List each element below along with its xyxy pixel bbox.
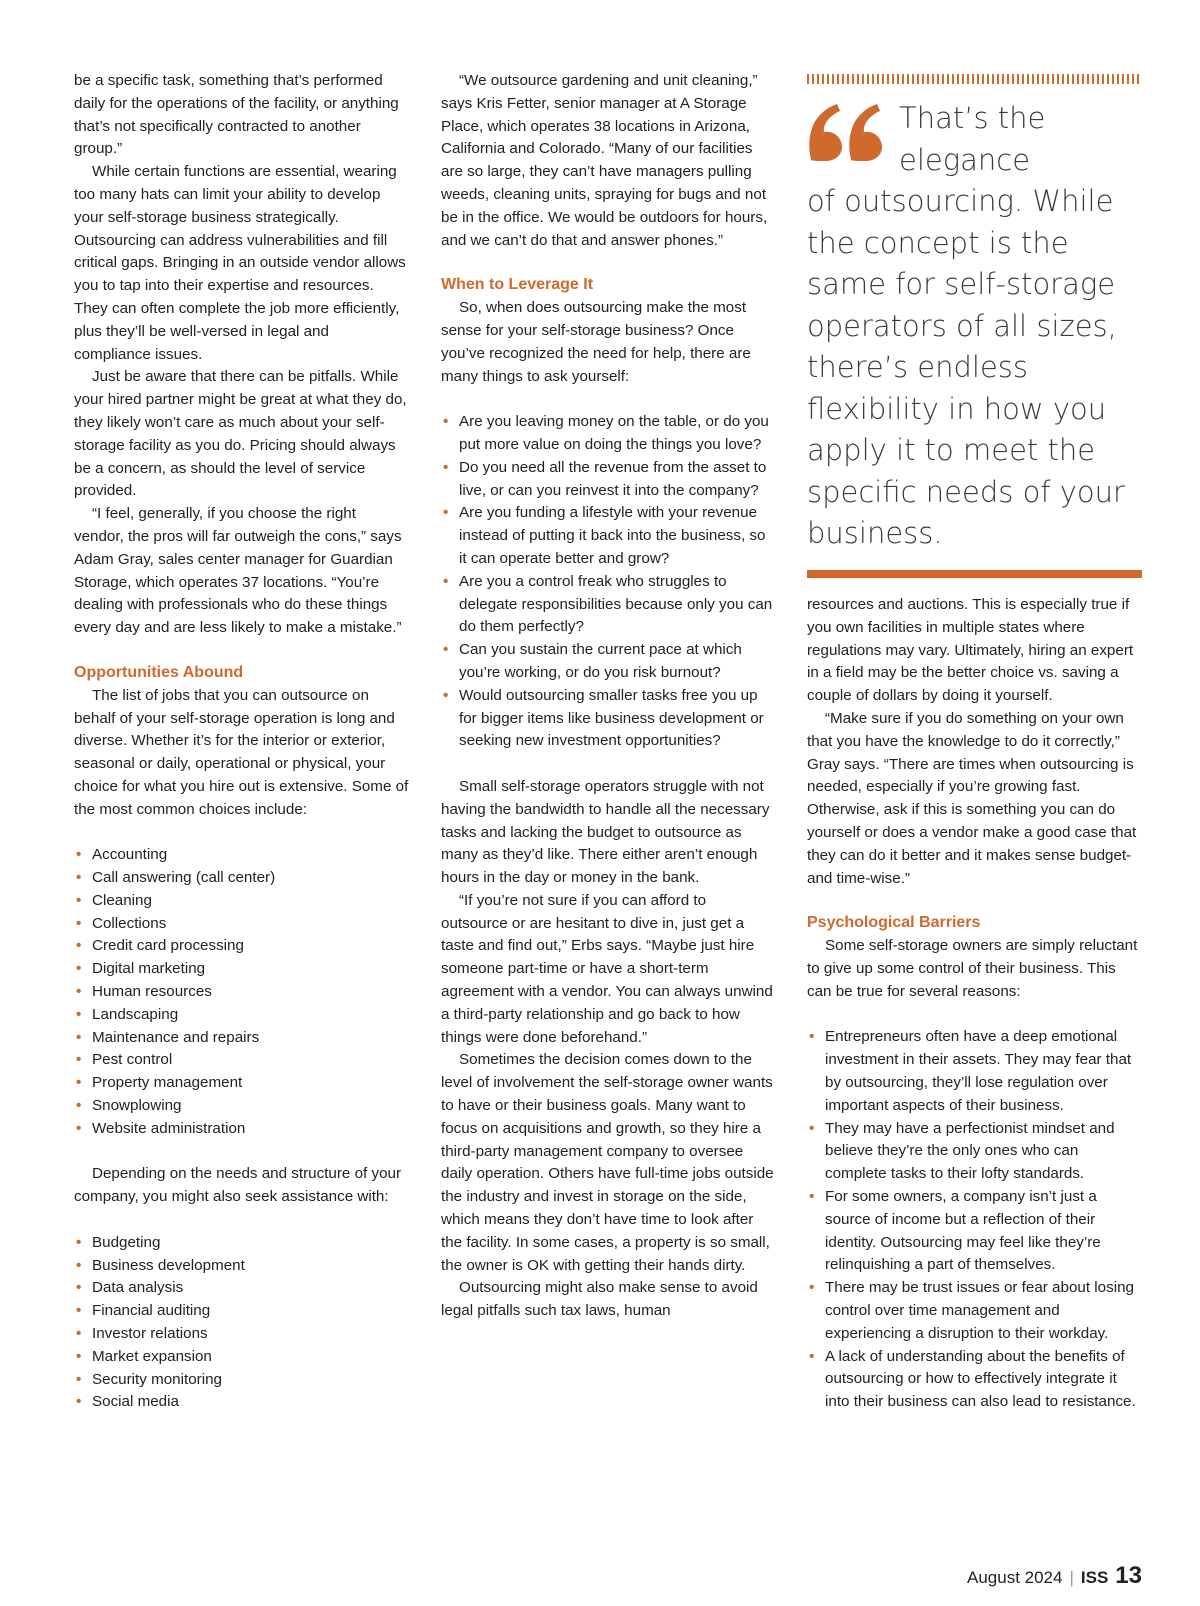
list-item [74, 1027, 409, 1050]
bullet-icon: • [809, 1119, 815, 1137]
list-item-text: Can you sustain the current pace at which you’re working, or do you risk burnout? [459, 641, 742, 681]
list-item-text: Digital marketing [92, 960, 206, 978]
paragraph: The list of jobs that you can outsource on behalf of your self-storage operation is long and diverse. Whether it’s for the interior or exterior, seasonal or daily, operational or physical, your choice for what you hire out is extensive. Some of the most common choices include: [74, 686, 409, 818]
list-item [441, 639, 776, 685]
paragraph: While certain functions are essential, wearing too many hats can limit your ability to develop your self-storage business strategically. Outsourcing can address vulnerabilities and fill critical gaps. Bringing in an outside vendor allows you to tap into their expertise and resources. They can often complete the job more efficiently, plus they’ll be well-versed in legal and compliance issues. [74, 163, 406, 363]
pull-quote-text [807, 98, 1147, 555]
bullet-icon: • [809, 1028, 815, 1046]
list-item [74, 1004, 409, 1027]
column-2 [441, 70, 776, 1323]
bullet-icon: • [76, 983, 82, 1001]
section-heading-psychological: Psychological Barriers [807, 914, 981, 932]
section-heading-opportunities: Opportunities Abound [74, 663, 244, 681]
list-item-text: Collections [92, 914, 167, 932]
list-item-text: Would outsourcing smaller tasks free you up for bigger items like business development or seeking new investment opportunities? [459, 686, 764, 750]
reasons-list [807, 1026, 1142, 1414]
list-item [74, 913, 409, 936]
bullet-icon: • [443, 641, 449, 659]
list-item [74, 1391, 409, 1414]
paragraph: Sometimes the decision comes down to the level of involvement the self-storage owner wants to have or their business goals. Many want to focus on acquisitions and growth, so they hire a third-party management company to oversee daily operation. Others have full-time jobs outside the industry and invest in storage on the side, which means they don’t have time to look after the facility. In some cases, a property is so small, the owner is OK with getting their hands dirty. [441, 1051, 774, 1274]
pull-quote-rule [807, 570, 1142, 578]
list-item-text: Pest control [92, 1051, 173, 1069]
list-item-text: Snowplowing [92, 1097, 182, 1115]
page-footer [967, 1562, 1142, 1592]
list-item-text: Human resources [92, 983, 212, 1001]
list-item [74, 935, 409, 958]
list-item-text: Are you leaving money on the table, or do you put more value on doing the things you love? [459, 413, 769, 453]
page-number: 13 [1115, 1562, 1142, 1589]
list-item [74, 1072, 409, 1095]
bullet-icon: • [76, 1097, 82, 1115]
bullet-icon: • [76, 1256, 82, 1274]
list-item-text: Social media [92, 1393, 179, 1411]
list-item-text: Are you a control freak who struggles to delegate responsibilities because only you can do them perfectly? [459, 572, 773, 636]
list-item [441, 502, 776, 570]
bullet-icon: • [76, 1325, 82, 1343]
list-item [74, 1369, 409, 1392]
bullet-icon: • [76, 1370, 82, 1388]
list-item-text: There may be trust issues or fear about losing control over time management and experiencing a disruption to their workday. [825, 1279, 1134, 1342]
paragraph: “I feel, generally, if you choose the right vendor, the pros will far outweigh the cons,” says Adam Gray, sales center manager for Guardian Storage, which operates 37 locations. “You’re dealing with professionals who do these things every day and are less likely to make a mistake.” [74, 505, 402, 637]
list-item [74, 890, 409, 913]
list-item [74, 1346, 409, 1369]
paragraph: resources and auctions. This is especially true if you own facilities in multiple states where regulations may vary. Ultimately, hiring an expert in a field may be the better choice vs. saving a couple of dollars by doing it yourself. [807, 596, 1134, 705]
list-item [74, 1232, 409, 1255]
bullet-icon: • [76, 1119, 82, 1137]
list-item [74, 1255, 409, 1278]
list-item-text: Website administration [92, 1119, 246, 1137]
list-item [74, 981, 409, 1004]
paragraph: “Make sure if you do something on your own that you have the knowledge to do it correctly,” Gray says. “There are times when outsourcing is needed, especially if you’re growing fast. Otherwise, ask if this is something you can do yourself or does a vendor make a good case that they can do it better and it makes sense budget- and time-wise.” [807, 709, 1137, 887]
list-item [74, 844, 409, 867]
list-item [441, 685, 776, 753]
list-item-text: Maintenance and repairs [92, 1028, 260, 1046]
bullet-icon: • [443, 504, 449, 522]
list-item [441, 571, 776, 639]
list-item [807, 1026, 1142, 1117]
bullet-icon: • [809, 1347, 815, 1365]
list-item-text: Security monitoring [92, 1370, 222, 1388]
bullet-icon: • [76, 1302, 82, 1320]
bullet-icon: • [443, 572, 449, 590]
list-item-text: For some owners, a company isn’t just a source of income but a reflection of their identity. Outsourcing may feel like they’re relinquishing a part of themselves. [825, 1187, 1101, 1274]
list-item [441, 411, 776, 457]
list-item [74, 1277, 409, 1300]
list-item [807, 1186, 1142, 1277]
outsource-list [74, 844, 409, 1140]
bullet-icon: • [76, 937, 82, 955]
list-item-text: They may have a perfectionist mindset and believe they’re the only ones who can complete tasks to their lofty standards. [825, 1119, 1115, 1183]
paragraph: “We outsource gardening and unit cleaning,” says Kris Fetter, senior manager at A Storage Place, which operates 38 locations in Arizona, California and Colorado. “Many of our facilities are so large, they can’t have managers pulling weeds, cleaning units, spraying for bugs and not be in the office. We would be outdoors for hours, and we can’t do that and answer phones.” [441, 72, 768, 249]
list-item [807, 1346, 1142, 1414]
paragraph: Depending on the needs and structure of your company, you might also seek assistance with: [74, 1165, 402, 1206]
list-item [74, 1323, 409, 1346]
list-item [74, 1095, 409, 1118]
paragraph: Small self-storage operators struggle with not having the bandwidth to handle all the necessary tasks and lacking the budget to outsource as many as they’d like. There either aren’t enough hours in the day or money in the bank. [441, 777, 770, 887]
bullet-icon: • [76, 869, 82, 887]
list-item [807, 1277, 1142, 1345]
bullet-icon: • [76, 960, 82, 978]
list-item-text: Investor relations [92, 1325, 208, 1343]
list-item [74, 1049, 409, 1072]
list-item-text: Accounting [92, 846, 168, 864]
list-item [441, 457, 776, 503]
list-item-text: Business development [92, 1256, 245, 1274]
bullet-icon: • [809, 1187, 815, 1205]
list-item [74, 867, 409, 890]
list-item-text: Call answering (call center) [92, 869, 276, 887]
list-item-text: Credit card processing [92, 937, 244, 955]
list-item [74, 1300, 409, 1323]
publication-name: ISS [1080, 1568, 1109, 1587]
bullet-icon: • [76, 846, 82, 864]
column-3 [807, 594, 1142, 1437]
list-item-text: Budgeting [92, 1233, 161, 1251]
bullet-icon: • [76, 1233, 82, 1251]
list-item-text: Financial auditing [92, 1302, 211, 1320]
bullet-icon: • [76, 914, 82, 932]
list-item-text: Property management [92, 1074, 243, 1092]
list-item [74, 1118, 409, 1141]
questions-list [441, 411, 776, 753]
bullet-icon: • [76, 891, 82, 909]
paragraph: Some self-storage owners are simply reluctant to give up some control of their business. This can be true for several reasons: [807, 937, 1138, 1000]
list-item [74, 958, 409, 981]
bullet-icon: • [76, 1051, 82, 1069]
bullet-icon: • [443, 458, 449, 476]
bullet-icon: • [76, 1279, 82, 1297]
bullet-icon: • [443, 686, 449, 704]
tick-rule [807, 74, 1142, 84]
list-item-text: A lack of understanding about the benefits of outsourcing or how to effectively integrate it into their business can also lead to resistance. [825, 1347, 1136, 1411]
paragraph: So, when does outsourcing make the most sense for your self-storage business? Once you’ve recognized the need for help, there are many things to ask yourself: [441, 299, 751, 385]
assistance-list [74, 1232, 409, 1414]
pull-quote-rest: of outsourcing. While the concept is the same for self-storage operators of all sizes, there’s endless flexibility in how you apply it to meet the specific needs of your business. [807, 184, 1125, 550]
list-item-text: Data analysis [92, 1279, 184, 1297]
bullet-icon: • [76, 1005, 82, 1023]
list-item-text: Are you funding a lifestyle with your revenue instead of putting it back into the business, so it can operate better and grow? [459, 504, 766, 567]
paragraph: Outsourcing might also make sense to avoid legal pitfalls such tax laws, human [441, 1279, 758, 1320]
bullet-icon: • [76, 1393, 82, 1411]
bullet-icon: • [443, 413, 449, 431]
section-heading-when: When to Leverage It [441, 276, 594, 294]
list-item-text: Landscaping [92, 1005, 179, 1023]
footer-separator: | [1069, 1568, 1074, 1587]
bullet-icon: • [809, 1279, 815, 1297]
bullet-icon: • [76, 1074, 82, 1092]
paragraph: Just be aware that there can be pitfalls. While your hired partner might be great at what they do, they likely won’t care as much about your self-storage facility as you do. Pricing should always be a concern, as should the level of service provided. [74, 368, 407, 500]
list-item-text: Entrepreneurs often have a deep emotional investment in their assets. They may fear that by outsourcing, they’ll lose regulation over important aspects of their business. [825, 1028, 1132, 1114]
list-item-text: Do you need all the revenue from the asset to live, or can you reinvest it into the company? [459, 458, 767, 499]
column-1 [74, 70, 409, 1437]
issue-date: August 2024 [967, 1568, 1063, 1587]
list-item-text: Cleaning [92, 891, 152, 909]
list-item-text: Market expansion [92, 1347, 212, 1365]
pull-quote-first: That’s the elegance [899, 101, 1046, 177]
list-item [807, 1118, 1142, 1186]
bullet-icon: • [76, 1028, 82, 1046]
pull-quote [807, 70, 1142, 580]
bullet-icon: • [76, 1347, 82, 1365]
paragraph: be a specific task, something that’s performed daily for the operations of the facility, or anything that’s not specifically contracted to another group.” [74, 72, 399, 158]
paragraph: “If you’re not sure if you can afford to outsource or are hesitant to dive in, just get a taste and find out,” Erbs says. “Maybe just hire someone part-time or have a short-term agreement with a vendor. You can always unwind a third-party relationship and go back to how things were done beforehand.” [441, 891, 773, 1046]
